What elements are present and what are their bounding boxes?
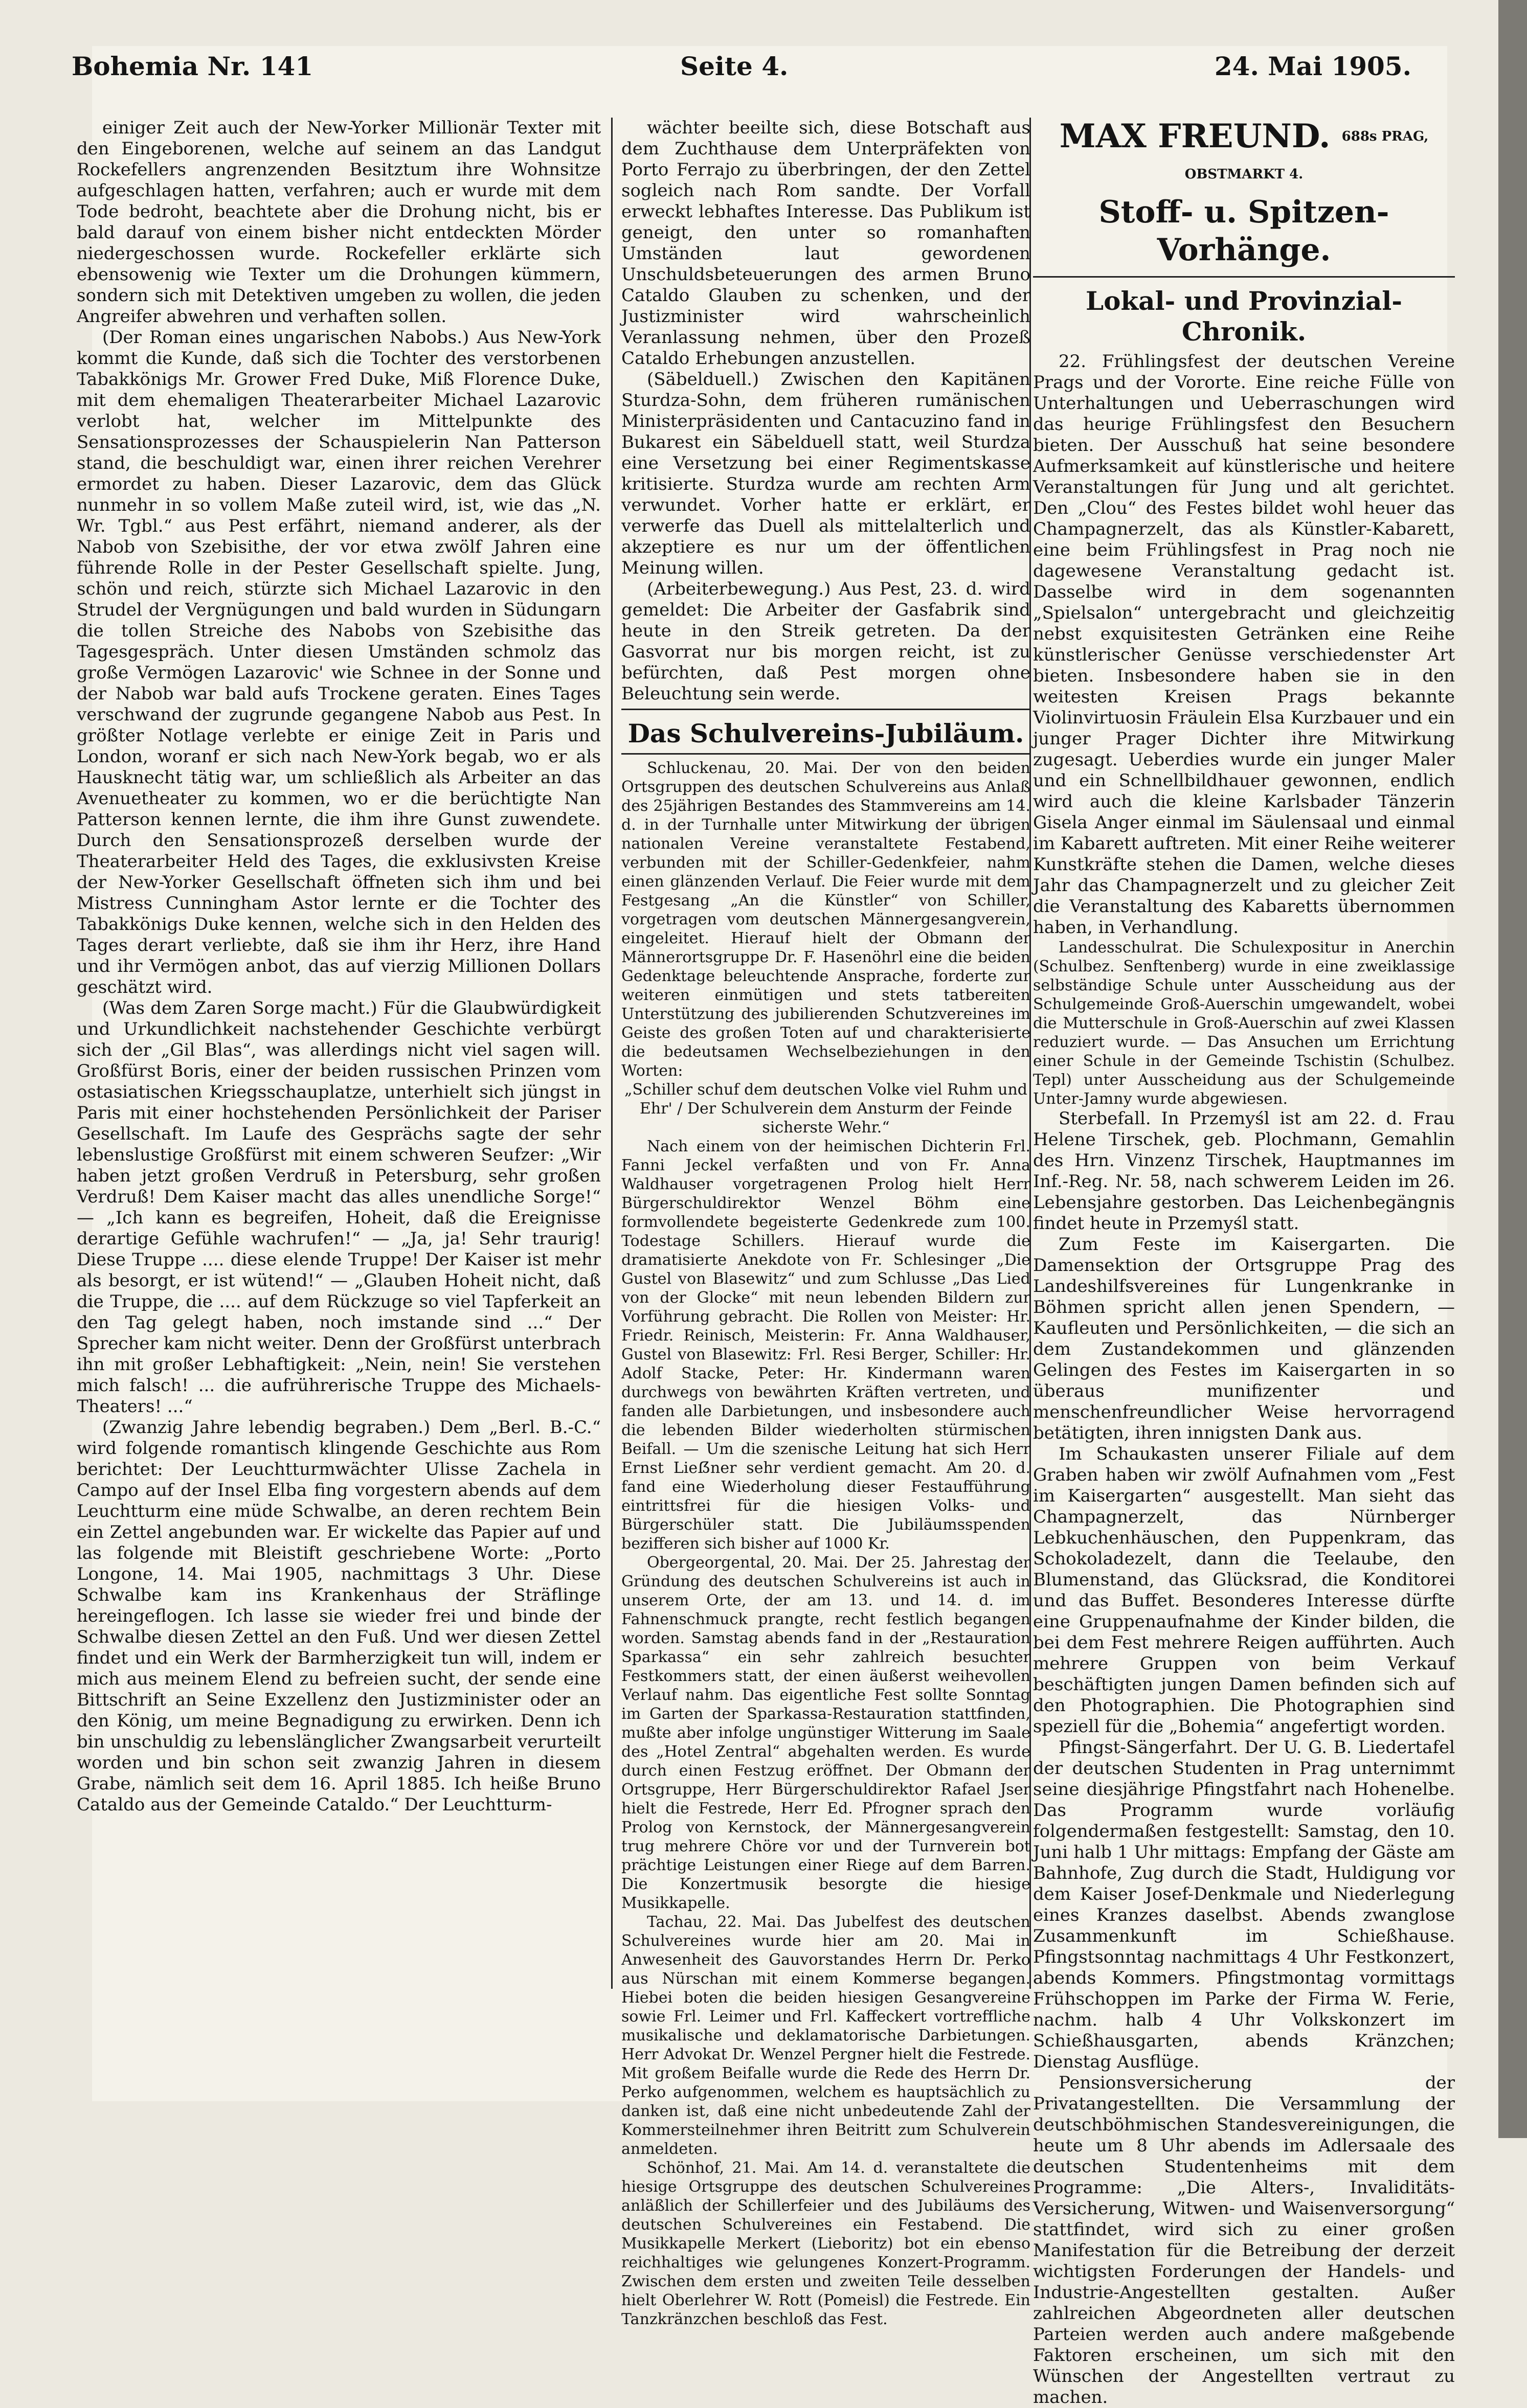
section-divider [621,753,1030,755]
article-paragraph: Nach einem von der heimischen Dichterin Frl. Fanni Jeckel verfaßten und von Fr. Anna Waldhauser vorgetragenen Prolog hielt Herr Bürgerschuldirektor Wenzel Böhm eine formvollendete begeisterte Gedenkrede zum 100. Todestage Schillers. Hierauf wurde die dramatisierte Anekdote von Fr. Schlesinger „Die Gustel von Blasewitz“ und zum Schlusse „Das Lied von der Glocke“ mit neun lebenden Bildern zur Vorführung gebracht. Die Rollen von Meister: Hr. Friedr. Reinisch, Meisterin: Fr. Anna Waldhauser, Gustel von Blasewitz: Frl. Resi Berger, Schiller: Hr. Adolf Stacke, Peter: Hr. Kindermann waren durchwegs von bewährten Kräften vertreten, und fanden alle Darbietungen, und insbesondere auch die lebenden Bilder wiederholten stürmischen Beifall. — Um die szenische Leitung hat sich Herr Ernst Lieẞner sehr verdient gemacht. Am 20. d. fand eine Wiederholung dieser Festaufführung eintrittsfrei für die hiesigen Volks- und Bürgerschüler statt. Die Jubiläumsspenden bezifferen sich bisher auf 1000 Kr. [621,1138,1030,1553]
column-3 [1033,117,1455,2407]
quoted-verse: „Schiller schuf dem deutschen Volke viel Ruhm und Ehr' / Der Schulverein dem Ansturm der Feinde sicherste Wehr.“ [624,1081,1028,1137]
advertiser-address: 688s PRAG, OBSTMARKT 4. [1184,129,1429,182]
page-number: Seite 4. [680,51,789,81]
page-header [72,51,1411,97]
article-paragraph: Tachau, 22. Mai. Das Jubelfest des deutschen Schulvereines wurde hier am 20. Mai in Anwesenheit des Gauvorstandes Herrn Dr. Perko aus Nürschan mit einem Kommerse begangen. Hiebei boten die beiden hiesigen Gesangvereine sowie Frl. Leimer und Frl. Kaffeckert vortreffliche musikalische und deklamatorische Darbietungen. Herr Advokat Dr. Wenzel Pergner hielt die Festrede. Mit großem Beifalle wurde die Rede des Herrn Dr. Perko aufgenommen, welchem es hauptsächlich zu danken ist, daß eine nicht unbedeutende Zahl der Kommersteilnehmer ihren Beitritt zum Schulverein anmeldeten. [621,1913,1030,2158]
article-paragraph: Pfingst-Sängerfahrt. Der U. G. B. Liedertafel der deutschen Studenten in Prag unternimmt seine diesjährige Pfingstfahrt nach Hohenelbe. Das Programm wurde vorläufig folgendermaßen festgestellt: Samstag, den 10. Juni halb 1 Uhr mittags: Empfang der Gäste am Bahnhofe, Zug durch die Stadt, Huldigung vor dem Kaiser Josef-Denkmale und Niederlegung eines Kranzes daselbst. Abends zwanglose Zusammenkunft im Schießhause. Pfingstsonntag nachmittags 4 Uhr Festkonzert, abends Kommers. Pfingstmontag vormittags Frühschoppen im Parke der Firma W. Ferie, nachm. halb 4 Uhr Volkskonzert im Schießhausgarten, abends Kränzchen; Dienstag Ausflüge. [1033,1737,1455,2072]
article-paragraph: (Zwanzig Jahre lebendig begraben.) Dem „Berl. B.-C.“ wird folgende romantisch klingende Geschichte aus Rom berichtet: Der Leuchtturmwächter Ulisse Zachela in Campo auf der Insel Elba fing vorgestern abends auf dem Leuchtturm eine müde Schwalbe, an deren rechtem Bein ein Zettel angebunden war. Er wickelte das Papier auf und las folgende mit Bleistift geschriebene Worte: „Porto Longone, 14. Mai 1905, nachmittags 3 Uhr. Diese Schwalbe kam ins Krankenhaus der Sträflinge hereingeflogen. Ich lasse sie wieder frei und binde der Schwalbe diesen Zettel an den Fuß. Und wer diesen Zettel findet und ein Werk der Barmherzigkeit tun will, indem er mich aus meinem Elend zu befreien sucht, der sende eine Bittschrift an Seine Exzellenz den Justizminister oder an den König, um meine Begnadigung zu erwirken. Denn ich bin unschuldig zu lebenslänglicher Zwangsarbeit verurteilt worden und bin schon seit zwanzig Jahren in diesem Grabe, nämlich seit dem 16. April 1885. Ich heiße Bruno Cataldo aus der Gemeinde Cataldo.“ Der Leuchtturm- [77,1417,601,1815]
advertiser-name: MAX FREUND. [1059,117,1331,155]
article-paragraph: wächter beeilte sich, diese Botschaft aus dem Zuchthause dem Unterpräfekten von Porto Ferrajo zu überbringen, der den Zettel sogleich nach Rom sandte. Der Vorfall erweckt lebhaftes Interesse. Das Publikum ist geneigt, den unter so romanhaften Umständen laut gewordenen Unschuldsbeteuerungen des armen Bruno Cataldo Glauben zu schenken, und der Justizminister wird wahrscheinlich Veranlassung nehmen, über den Prozeß Cataldo Erhebungen anzustellen. [621,118,1030,369]
column-rule [611,118,613,1989]
article-paragraph: Schönhof, 21. Mai. Am 14. d. veranstaltete die hiesige Ortsgruppe des deutschen Schulvereines anläßlich der Schillerfeier und des Jubiläums des deutschen Schulvereines ein Festabend. Die Musikkapelle Merkert (Lieboritz) bot ein ebenso reichhaltiges wie gelungenes Konzert-Programm. Zwischen dem ersten und zweiten Teile desselben hielt Oberlehrer W. Rott (Pomeisl) die Festrede. Ein Tanzkränzchen beschloß das Fest. [621,2159,1030,2328]
article-paragraph: Schluckenau, 20. Mai. Der von den beiden Ortsgruppen des deutschen Schulvereins aus Anlaß des 25jährigen Bestandes des Stammvereins am 14. d. in der Turnhalle unter Mitwirkung der übrigen nationalen Vereine veranstaltete Festabend, verbunden mit der Schiller-Gedenkfeier, nahm einen glänzenden Verlauf. Die Feier wurde mit dem Festgesang „An die Künstler“ von Schiller, vorgetragen vom deutschen Männergesangverein, eingeleitet. Hierauf hielt der Obmann der Männerortsgruppe Dr. F. Hasenöhrl eine die beiden Gedenktage beleuchtende Ansprache, forderte zur weiteren einmütigen und stets tatbereiten Unterstützung des jubilierenden Schutzvereines im Geiste des großen Toten auf und charakterisierte die bedeutsamen Wechselbeziehungen in den Worten: [621,759,1030,1080]
publication-issue: Bohemia Nr. 141 [72,51,313,81]
article-paragraph: (Was dem Zaren Sorge macht.) Für die Glaubwürdigkeit und Urkundlichkeit nachstehender Geschichte verbürgt sich der „Gil Blas“, was allerdings nicht viel sagen will. Großfürst Boris, einer der beiden russischen Prinzen vom ostasiatischen Kriegsschauplatze, unterhielt sich jüngst in Paris mit einer hochstehenden Persönlichkeit der Pariser Gesellschaft. Im Laufe des Gesprächs sagte der sehr lebenslustige Großfürst mit einem schweren Seufzer: „Wir haben jetzt großen Verdruß in Petersburg, sehr großen Verdruß! Dem Kaiser macht das alles unendliche Sorge!“ — „Ich kann es begreifen, Hoheit, daß die Ereignisse derartige Gefühle wachrufen!“ — „Ja, ja! Sehr traurig! Diese Truppe .... diese elende Truppe! Der Kaiser ist mehr als besorgt, er ist wütend!“ — „Glauben Hoheit nicht, daß die Truppe, die .... auf dem Rückzuge so viel Tapferkeit an den Tag gelegt haben, noch imstande sind ...“ Der Sprecher kam nicht weiter. Denn der Großfürst unterbrach ihn mit großer Lebhaftigkeit: „Nein, nein! Sie verstehen mich falsch! ... die aufrührerische Truppe des Michaels-Theaters! ...“ [77,998,601,1417]
article-paragraph: einiger Zeit auch der New-Yorker Millionär Texter mit den Eingeborenen, welche auf seinem an das Landgut Rockefellers angrenzenden Besitztum ihre Wohnsitze aufgeschlagen hatten, verfahren; auch er wurde mit dem Tode bedroht, beachtete aber die Drohung nicht, bis er bald darauf von einem bisher nicht entdeckten Mörder niedergeschossen wurde. Rockefeller erklärte sich ebensowenig wie Texter um die Drohungen kümmern, sondern sich mit Detektiven umgeben zu wollen, die jeden Angreifer abwehren und verhaften sollen. [77,118,601,327]
advertisement-product: Stoff- u. Spitzen-Vorhänge. [1098,194,1389,268]
article-paragraph: Pensionsversicherung der Privatangestellten. Die Versammlung der deutschböhmischen Standesvereinigungen, die heute um 8 Uhr abends im Adlersaale des deutschen Studentenheims mit dem Programme: „Die Alters-, Invaliditäts-Versicherung, Witwen- und Waisenversorgung“ stattfindet, wird sich zu einer großen Manifestation für die Betreibung der derzeit wichtigsten Forderungen der Handels- und Industrie-Angestellten gestalten. Außer zahlreichen Abgeordneten aller deutschen Parteien werden auch andere maßgebende Faktoren erscheinen, um sich mit den Wünschen der Angestellten vertraut zu machen. [1033,2073,1455,2407]
scan-edge [1498,0,1527,2138]
section-divider [621,709,1030,710]
advertisement [1033,118,1455,272]
issue-date: 24. Mai 1905. [1214,51,1411,81]
article-paragraph: (Säbelduell.) Zwischen den Kapitänen Sturdza-Sohn, dem früheren rumänischen Ministerpräsidenten und Cantacuzino fand in Bukarest ein Säbelduell statt, weil Sturdza eine Versetzung bei einer Regimentskasse kritisierte. Sturdza wurde am rechten Arm verwundet. Vorher hatte er erklärt, er verwerfe das Duell als mittelalterlich und akzeptiere es nur um der öffentlichen Meinung willen. [621,369,1030,578]
article-paragraph: (Der Roman eines ungarischen Nabobs.) Aus New-York kommt die Kunde, daß sich die Tochter des verstorbenen Tabakkönigs Mr. Grower Fred Duke, Miß Florence Duke, mit dem ehemaligen Theaterarbeiter Michael Lazarovic verlobt hat, welcher im Mittelpunkte des Sensationsprozesses der Schauspielerin Nan Patterson stand, die beschuldigt war, einen ihrer reichen Verehrer ermordet zu haben. Dieser Lazarovic, dem das Glück nunmehr in so vollem Maße zuteil wird, ist, wie das „N. Wr. Tgbl.“ aus Pest erfährt, niemand anderer, als der Nabob von Szebisithe, der vor etwa zwölf Jahren eine führende Rolle in der Pester Gesellschaft spielte. Jung, schön und reich, stürzte sich Michael Lazarovic in den Strudel der Vergnügungen und bald wurden in Südungarn die tollen Streiche des Nabobs von Szebisithe das Tagesgespräch. Unter diesen Umständen schmolz das große Vermögen Lazarovic' wie Schnee in der Sonne und der Nabob war bald aufs Trockene geraten. Eines Tages verschwand der zugrunde gegangene Nabob aus Pest. In größter Notlage verlebte er einige Zeit in Paris und London, woranf er sich nach New-York begab, wo er als Hausknecht tätig war, um schließlich als Arbeiter an das Avenuetheater zu kommen, wo er die berüchtigte Nan Patterson kennen lernte, die ihm ihre Gunst zuwendete. Durch den Sensationsprozeß derselben wurde der Theaterarbeiter Held des Tages, die exklusivsten Kreise der New-Yorker Gesellschaft öffneten sich ihm und bei Mistress Cunningham Astor lernte er die Tochter des Tabakkönigs Duke kennen, welche sich in den Helden des Tages derart verliebte, daß sie ihm ihr Herz, ihre Hand und ihr Vermögen anbot, das auf vierzig Millionen Dollars geschätzt wird. [77,327,601,997]
article-paragraph: Landesschulrat. Die Schulexpositur in Anerchin (Schulbez. Senftenberg) wurde in eine zweiklassige selbständige Schule unter Ausscheidung aus der Schulgemeinde Groß-Auerschin umgewandelt, wobei die Mutterschule in Groß-Auerschin auf zwei Klassen reduziert wurde. — Das Ansuchen um Errichtung einer Schule in der Gemeinde Tschistin (Schulbez. Tepl) unter Ausscheidung aus der Schulgemeinde Unter-Jamny wurde abgewiesen. [1033,939,1455,1108]
article-paragraph: Obergeorgental, 20. Mai. Der 25. Jahrestag der Gründung des deutschen Schulvereins ist auch in unserem Orte, der am 13. und 14. d. im Fahnenschmuck prangte, recht festlich begangen worden. Samstag abends fand in der „Restauration Sparkassa“ ein sehr zahlreich besuchter Festkommers statt, der einen äußerst weihevollen Verlauf nahm. Das eigentliche Fest sollte Sonntag im Garten der Sparkassa-Restauration stattfinden, mußte aber infolge ungünstiger Witterung im Saale des „Hotel Zentral“ abgehalten werden. Es wurde durch einen Festzug eröffnet. Der Obmann der Ortsgruppe, Herr Bürgerschuldirektor Rafael Jser hielt die Festrede, Herr Ed. Pfrogner sprach den Prolog von Kernstock, der Männergesangverein trug mehrere Chöre vor und der Turnverein bot prächtige Leistungen einer Riege auf dem Barren. Die Konzertmusik besorgte die hiesige Musikkapelle. [621,1554,1030,1912]
article-paragraph: Zum Feste im Kaisergarten. Die Damensektion der Ortsgruppe Prag des Landeshilfsvereines für Lungenkranke in Böhmen spricht allen jenen Spendern, — Kaufleuten und Persönlichkeiten, — die sich an dem Zustandekommen und glänzenden Gelingen des Festes im Kaisergarten in so überaus munifizenter und menschenfreundlicher Weise hervorragend betätigten, ihren innigsten Dank aus. [1033,1234,1455,1443]
article-paragraph: Im Schaukasten unserer Filiale auf dem Graben haben wir zwölf Aufnahmen vom „Fest im Kaisergarten“ ausgestellt. Man sieht das Champagnerzelt, das Nürnberger Lebkuchenhäuschen, den Puppenkram, das Schokoladezelt, dann die Teelaube, den Blumenstand, das Glücksrad, die Konditorei und das Buffet. Besonderes Interesse dürfte eine Gruppenaufnahme der Kinder bilden, die bei dem Fest mehrere Reigen aufführten. Auch mehrere Gruppen von beim Verkauf beschäftigten jungen Damen befinden sich auf den Photographien. Die Photographien sind speziell für die „Bohemia“ angefertigt worden. [1033,1444,1455,1737]
section-title: Das Schulvereins-Jubiläum. [627,718,1024,748]
article-paragraph: (Arbeiterbewegung.) Aus Pest, 23. d. wird gemeldet: Die Arbeiter der Gasfabrik sind heute in den Streik getreten. Da der Gasvorrat nur bis morgen reicht, ist zu befürchten, daß Pest morgen ohne Beleuchtung sein werde. [621,579,1030,704]
column-2 [621,118,1030,2328]
article-paragraph: 22. Frühlingsfest der deutschen Vereine Prags und der Vororte. Eine reiche Fülle von Unterhaltungen und Ueberraschungen wird das heurige Frühlingsfest den Besuchern bieten. Der Ausschuß hat seine besondere Aufmerksamkeit auf künstlerische und heitere Veranstaltungen für Jung und alt gerichtet. Den „Clou“ des Festes bildet wohl heuer das Champagnerzelt, das als Künstler-Kabarett, eine beim Frühlingsfest in Prag noch nie dagewesene Veranstaltung gedacht ist. Dasselbe wird in dem sogenannten „Spielsalon“ untergebracht und gleichzeitig nebst exquisitesten Getränken eine Reihe künstlerischer Genüsse verschiedenster Art bieten. Insbesondere haben sie in den weitesten Kreisen Prags bekannte Violinvirtuosin Fräulein Elsa Kurzbauer und ein junger Prager Dichter ihre Mitwirkung zugesagt. Ueberdies wurde ein junger Maler und ein Schnellbildhauer gewonnen, endlich wird auch die kleine Karlsbader Tänzerin Gisela Anger einmal im Säulensaal und einmal im Kabarett auftreten. Mit einer Reihe weiterer Kunstkräfte stehen die Damen, welche dieses Jahr das Champagnerzelt und zu gleicher Zeit die Veranstaltung des Kabaretts übernommen haben, in Verhandlung. [1033,351,1455,938]
section-title: Lokal- und Provinzial-Chronik. [1086,286,1402,347]
section-divider [1033,276,1455,278]
column-1 [77,118,601,2040]
article-paragraph: Sterbefall. In Przemyśl ist am 22. d. Frau Helene Tirschek, geb. Plochmann, Gemahlin des Hrn. Vinzenz Tirschek, Hauptmannes im Inf.-Reg. Nr. 58, nach schwerem Leiden im 26. Lebensjahre gestorben. Das Leichenbegängnis findet heute in Przemyśl statt. [1033,1108,1455,1234]
